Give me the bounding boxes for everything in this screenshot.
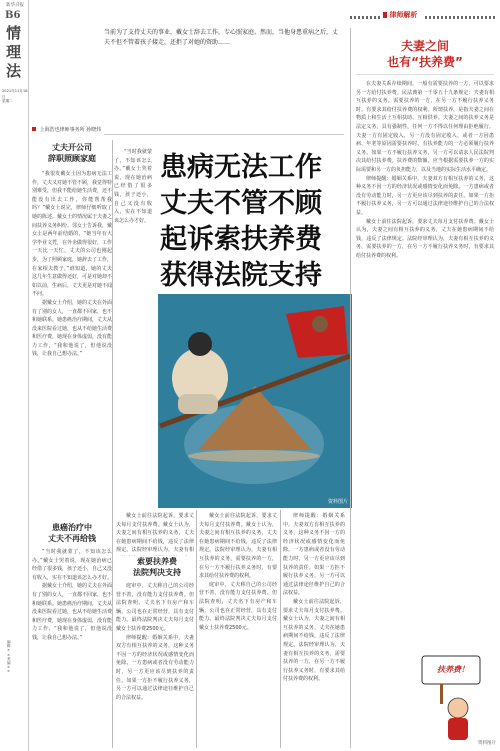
column-4-body: [283, 512, 345, 746]
column-tag-label: 律师解析: [389, 11, 418, 19]
section-name: 情理法: [6, 24, 22, 80]
paragraph: 庭审中，丈夫称自己的公司经营不善，没有能力支付扶养费。但法院查明，丈夫名下有房产和车辆，公司也在正常经营，具有支付能力。最终法院判决丈夫每月支付戴女士扶养费2500元。: [116, 583, 194, 632]
column-1-body: [32, 170, 112, 518]
section-heading-2: 患癌治疗中 丈夫不再给钱: [48, 523, 96, 543]
headline-line-1: 患病无法工作: [160, 152, 322, 183]
column-tag: [383, 10, 417, 20]
paragraph: 律师提醒：婚姻关系中，夫妻双方有相互扶养的义务，这种义务不因一方的经济状况或感情变化而免除。一方患病或者没有劳动能力时，另一方更应该尽到扶养的责任。如果一方拒不履行扶养义务，另一方可以通过法律途径维护自己的合法权益。: [116, 634, 194, 701]
seesaw-illustration: [158, 294, 352, 508]
sign-text: 扶养费！: [437, 665, 469, 674]
main-illustration: [158, 294, 352, 508]
page-number: B6: [5, 10, 21, 21]
paragraph: “当时我就蒙了，不知该怎么办。”戴女士哭着说，现在她治病已经借了很多钱，孩子还小，自己又没有收入，实在不知道该怎么办才好。: [32, 549, 112, 581]
paragraph: 庭审中，丈夫称自己的公司经营不善，没有能力支付扶养费。但法院查明，丈夫名下有房产和车辆，公司也在正常经营，具有支付能力。最终法院判决丈夫每月支付戴女士扶养费2500元。: [199, 581, 277, 631]
paragraph: 戴女士前往法院起诉，要求丈夫每月支付扶养费。戴女士认为，夫妻之间有相互扶养的义务，丈夫在她患病期间不给钱，违反了法律规定。法院经审理认为，夫妻有相互扶养的义务，需要扶养的一方，在另一方不履行扶养义务时，有要求其给付扶养费的权利。: [283, 598, 345, 683]
paragraph: 戴女士前往法院起诉，要求丈夫每月支付扶养费。戴女士认为，夫妻之间有相互扶养的义务，丈夫在她患病期间不给钱，违反了法律规定。法院经审理认为，夫妻有相: [116, 513, 194, 554]
bullet-icon: [32, 127, 36, 131]
headline-line-4: 获得法院支持: [160, 260, 322, 291]
man-figure: [286, 306, 348, 358]
paragraph: 律师提醒：婚姻关系中，夫妻双方有相互扶养的义务，这种义务不因一方的经济状况或感情变化而免除。一方患病或者没有劳动能力时，另一方更应该尽到扶养的责任。如果一方拒不履行扶养义务，另一方可以通过法律途径维护自己的合法权益。: [283, 513, 345, 597]
paragraph: 戴女士前往法院起诉，要求丈夫每月支付扶养费。戴女士认为，夫妻之间有相互扶养的义务，丈夫在她患病期间不给钱，违反了法律规定。法院经审理认为，夫妻有相互扶养的义务，需要扶养的一方，在另一方不履行扶养义务时，有要求其给付扶养费的权利。: [199, 513, 277, 580]
intro-text: 当前为了支持丈夫的事业，戴女士辞去工作，专心照家庭。然而，当他身患重病之后，丈夫不但不管着孩子接走，还拒了对她的资助……: [104, 29, 339, 46]
sidebar-title: 夫妻之间 也有“扶养费”: [387, 39, 463, 69]
paragraph: 律师提醒：婚姻关系中，夫妻双方有相互扶养的义务，这种义务不因一方的经济状况或感情变化而免除。一方患病或者没有劳动能力时，另一方更应该尽到扶养的责任。如果一方拒不履行扶养义务，另一方可以通过法律途径维护自己的合法权益。: [356, 175, 494, 216]
paragraph: “当时我就蒙了，不知该怎么办。”戴女士哭着说，现在她治病已经借了很多钱，孩子还小，自己又没有收入，实在不知道该怎么办才好。: [114, 149, 152, 224]
headline-line-2: 丈夫不管不顾: [160, 188, 322, 219]
column-2-lower-body: [116, 512, 194, 556]
paragraph: “我很发戴女士因为患病无法工作，丈夫又对她不管不顾，我觉得特别难受，但我不能给她生活费，还不能没有出去工作，你能帮帮我吗？”戴女士说完，律师仔细听取了她的陈述。戴女士的情况属于夫妻之间扶养义务纠纷。邻女士告诉我，戴女士是两年前结婚的，“她当年有大学毕业文凭，在外企做得很好，工作一天比一天忙，丈夫的公司也刚起步，为了照顾家庭，她辞去了工作，在家相夫教子。”谁知道，她的丈夫这几年生意做得还好，可是对她却不如以前，生病后，丈夫更是对她不闻不问。: [32, 171, 112, 298]
issue-date: 2021年11月16日: [2, 89, 28, 99]
column-2-body: [114, 148, 152, 510]
section-heading-3: 索要扶养费 法院判决支持: [133, 557, 181, 577]
column-2-bottom-body: [116, 582, 194, 746]
image-credit: 资料图片: [327, 499, 348, 505]
paragraph: 据戴女士介绍，她的丈夫在外面有了别的女人，一直都不回家，也不和她联系。她患癌治疗期间，丈夫从没来医院看过她，也从不给她生活费和医疗费，她现在身体虚弱，没有能力工作，“我和他说了，但他说没钱，让我自己想办法。”: [32, 299, 112, 358]
headline-line-3: 起诉索扶养费: [160, 224, 322, 255]
byline: [32, 126, 332, 133]
paragraph: 戴女士前往法院起诉，要求丈夫每月支付扶养费。戴女士认为，夫妻之间有相互扶养的义务，丈夫在她患病期间不给钱，违反了法律规定。法院经审理认为，夫妻有相互扶养的义务，需要扶养的一方，在另一方不履行扶养义务时，有要求其给付扶养费的权利。: [356, 218, 494, 259]
tag-marker-icon: [383, 12, 387, 18]
main-headline: [160, 150, 344, 294]
editor-line: 编辑 ×× 美编 ××: [7, 640, 11, 674]
sidebar-illustration: [420, 650, 496, 746]
column-1-lower-body: [32, 548, 112, 746]
paragraph: 据戴女士介绍，她的丈夫在外面有了别的女人，一直都不回家，也不和她联系。她患癌治疗期间，丈夫从没来医院看过她，也从不给她生活费和医疗费，她现在身体虚弱，没有能力工作，“我和他说了，但他说没钱，让我自己想办法。”: [32, 583, 112, 641]
issue-weekday: 星期二: [2, 99, 13, 103]
paper-name: 新华日报: [6, 3, 24, 8]
sidebar-body: [356, 80, 494, 640]
column-3-body: [199, 512, 277, 746]
byline-text: 上海浩也律师事务所 孙晓炜: [39, 127, 102, 133]
paragraph: 在夫妻关系存续期间，一般有需要扶养的一方，可以要求另一方给付扶养费。民法典第一千零五十九条规定：夫妻有相互扶养的义务。需要扶养的一方，在另一方不履行扶养义务时，有要求其给付扶养费的权利。所谓扶养，是指夫妻之间在物质上和生活上互相扶助、互相供养。夫妻之间的扶养义务是法定义务，具有强制性，任何一方不得以任何理由拒绝履行。夫妻一方有固定收入，另一方没有固定收入，或者一方因患病、年老等原因需要扶养时，有扶养能力的一方必须履行扶养义务。如果一方不履行扶养义务，另一方可以请求人民法院判决其给付扶养费。扶养费的数额，应当根据需要扶养一方的实际需要和另一方的负担能力，以及当地的实际生活水平确定。: [356, 81, 494, 173]
sidebar-image-credit: 资料图片: [478, 741, 496, 746]
section-heading-1: 丈夫开公司 辞职照顾家庭: [48, 143, 96, 163]
left-strip: [2, 0, 28, 751]
